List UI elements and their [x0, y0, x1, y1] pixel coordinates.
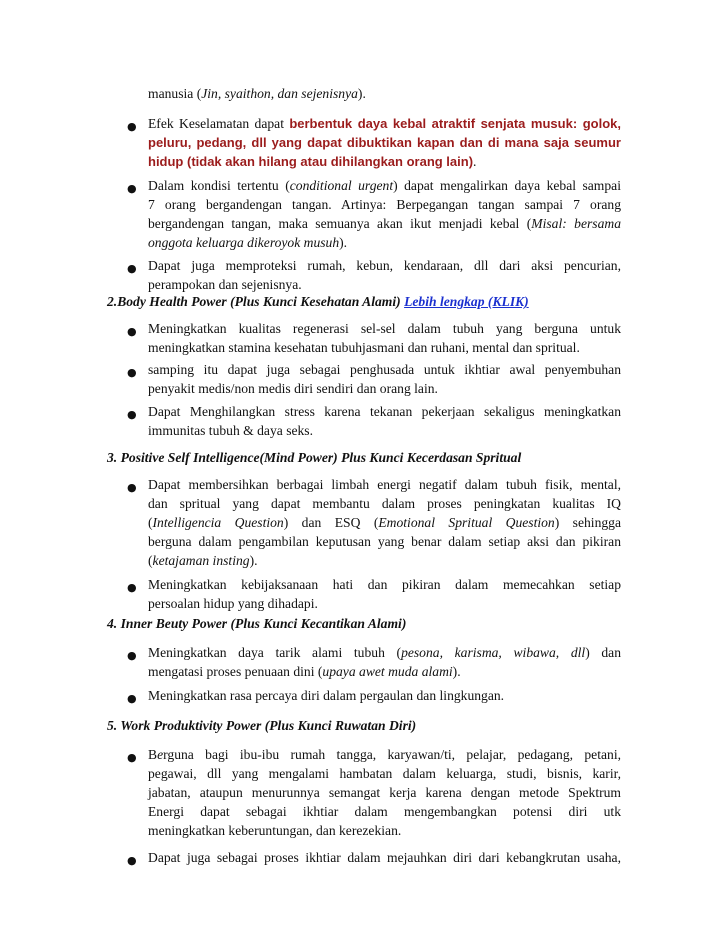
text-line: [148, 662, 621, 681]
text-line: meningkatkan keberuntungan, dan kerezekian.: [148, 823, 402, 838]
bullet-icon: ●: [127, 408, 137, 421]
text-segment: ).: [452, 664, 461, 679]
text-line: jabatan, ataupun menurunnya semangat kerja karena dengan metode Spektrum: [148, 785, 621, 800]
bullet-icon: ●: [127, 366, 137, 379]
list-item: [148, 745, 621, 840]
list-item: [148, 114, 621, 171]
italic-segment: Intelligencia Question: [152, 515, 284, 530]
bullet-icon: ●: [127, 182, 137, 195]
text-segment: ).: [357, 86, 366, 101]
text-segment: (: [148, 553, 153, 568]
more-info-link[interactable]: Lebih lengkap (KLIK): [404, 294, 529, 309]
bullet-icon: ●: [127, 854, 137, 867]
text-line: penyakit medis/non medis diri sendiri dan orang lain.: [148, 381, 438, 396]
text-line: Meningkatkan kualitas regenerasi sel-sel dalam tubuh yang berguna untuk: [148, 321, 621, 336]
bullet-icon: ●: [127, 751, 137, 764]
text-line: Meningkatkan kebijaksanaan hati dan pikiran dalam memecahkan setiap: [148, 577, 621, 592]
highlight-text: berbentuk daya kebal atraktif senjata musuk: golok,: [289, 116, 621, 131]
text-line: [148, 84, 621, 103]
text-line: Energi dapat sebagai ikhtiar dalam mengembangkan potensi diri utk: [148, 804, 621, 819]
text-line: perampokan dan sejenisnya.: [148, 277, 302, 292]
text-line: berguna dalam pengambilan keputusan yang benar dalam setiap aksi dan pikiran: [148, 534, 621, 549]
text-line: [148, 551, 621, 570]
text-line: immunitas tubuh & daya seks.: [148, 423, 313, 438]
text-line: [148, 513, 621, 532]
bullet-icon: ●: [127, 262, 137, 275]
text-line: Dapat juga sebagai proses ikhtiar dalam mejauhkan diri dari kebangkrutan usaha,: [148, 850, 621, 865]
italic-segment: ketajaman insting: [152, 553, 250, 568]
text-line: samping itu dapat juga sebagai penghusada untuk ikhtiar awal penyembuhan: [148, 362, 621, 377]
bullet-icon: ●: [127, 481, 137, 494]
list-item: [148, 176, 621, 252]
section-heading-3: [107, 448, 627, 467]
text-line: [148, 643, 621, 662]
list-item: [148, 360, 621, 398]
section-heading-5: [107, 716, 627, 735]
text-segment: B: [148, 747, 158, 762]
text-line: pegawai, dll yang mengalami hambatan dalam keluarga, studi, bisnis, karir,: [148, 766, 621, 781]
text-line: [148, 214, 621, 233]
text-line: meningkatkan stamina kesehatan tubuhjasmani dan ruhani, mental dan spritual.: [148, 340, 580, 355]
text-segment: mengatasi proses penuaan dini (: [148, 664, 323, 679]
bullet-icon: ●: [127, 325, 137, 338]
heading-text: 3. Positive Self Intelligence(Mind Power) Plus Kunci Kecerdasan Spritual: [107, 450, 522, 465]
text-line: Dapat Menghilangkan stress karena tekanan pekerjaan sekaligus meningkatkan: [148, 404, 621, 419]
bullet-icon: ●: [127, 120, 137, 133]
text-segment: bergandengan tangan, maka semuanya akan ikut menjadi kebal (: [148, 216, 532, 231]
list-item: [148, 475, 621, 570]
highlight-text: peluru, pedang, dll yang dapat dibuktikan kapan dan di mana saja seumur: [148, 135, 621, 150]
text-line: Dapat juga memproteksi rumah, kebun, kendaraan, dll dari aksi pencurian,: [148, 258, 621, 273]
italic-segment: Emotional Spritual Question: [378, 515, 555, 530]
text-line: [148, 176, 621, 195]
italic-segment: conditional urgent: [289, 178, 394, 193]
text-segment: ).: [339, 235, 348, 250]
bullet-icon: ●: [127, 581, 137, 594]
heading-text: 5. Work Produktivity Power (Plus Kunci Ruwatan Diri): [107, 718, 417, 733]
text-segment: ) dan: [585, 645, 621, 660]
list-item: [148, 256, 621, 294]
italic-segment: Jin, syaithon, dan sejenisnya: [201, 86, 358, 101]
list-item: [148, 643, 621, 681]
italic-segment: onggota keluarga dikeroyok musuh: [148, 235, 340, 250]
bullet-icon: ●: [127, 692, 137, 705]
text-segment: ) dan ESQ (: [283, 515, 379, 530]
text-line: [148, 152, 621, 171]
text-line: 7 orang bergandengan tangan. Artinya: Berpegangan tangan sampai 7 orang: [148, 197, 621, 212]
text-line: dan spritual yang dapat membantu dalam proses peningkatan kualitas IQ: [148, 496, 621, 511]
text-segment: ).: [249, 553, 258, 568]
text-segment: ) sehingga: [554, 515, 622, 530]
list-item: [148, 575, 621, 613]
list-item: [148, 319, 621, 357]
bullet-icon: ●: [127, 649, 137, 662]
section-heading-2: [107, 292, 627, 311]
text-segment: (: [148, 515, 153, 530]
text-segment: Efek Keselamatan dapat: [148, 116, 290, 131]
italic-segment: pesona, karisma, wibawa, dll: [401, 645, 586, 660]
section-heading-4: [107, 614, 627, 633]
text-line: persoalan hidup yang dihadapi.: [148, 596, 318, 611]
text-segment: Meningkatkan daya tarik alami tubuh (: [148, 645, 402, 660]
heading-text: 2.Body Health Power (Plus Kunci Kesehatan Alami): [107, 294, 401, 309]
italic-segment: upaya awet muda alami: [322, 664, 453, 679]
heading-text: 4. Inner Beuty Power (Plus Kunci Kecantikan Alami): [107, 616, 407, 631]
list-item: [148, 402, 621, 440]
text-segment: Dalam kondisi tertentu (: [148, 178, 290, 193]
text-line: [148, 114, 621, 133]
italic-segment: e: [157, 747, 164, 762]
highlight-text: hidup (tidak akan hilang atau dihilangkan orang lain): [148, 154, 474, 169]
text-line: Meningkatkan rasa percaya diri dalam pergaulan dan lingkungan.: [148, 688, 505, 703]
text-segment: manusia (: [148, 86, 202, 101]
text-line: Dapat membersihkan berbagai limbah energi negatif dalam tubuh fisik, mental,: [148, 477, 621, 492]
text-segment: .: [473, 154, 477, 169]
list-item: [148, 848, 621, 867]
italic-segment: Misal: bersama: [531, 216, 621, 231]
text-segment: rguna bagi ibu-ibu rumah tangga, karyawan/ti, pelajar, pedagang, petani,: [163, 747, 621, 762]
text-line: [148, 745, 621, 764]
continuation-text: [148, 84, 621, 103]
text-line: [148, 233, 621, 252]
list-item: [148, 686, 621, 705]
text-segment: ) dapat mengalirkan daya kebal sampai: [393, 178, 621, 193]
